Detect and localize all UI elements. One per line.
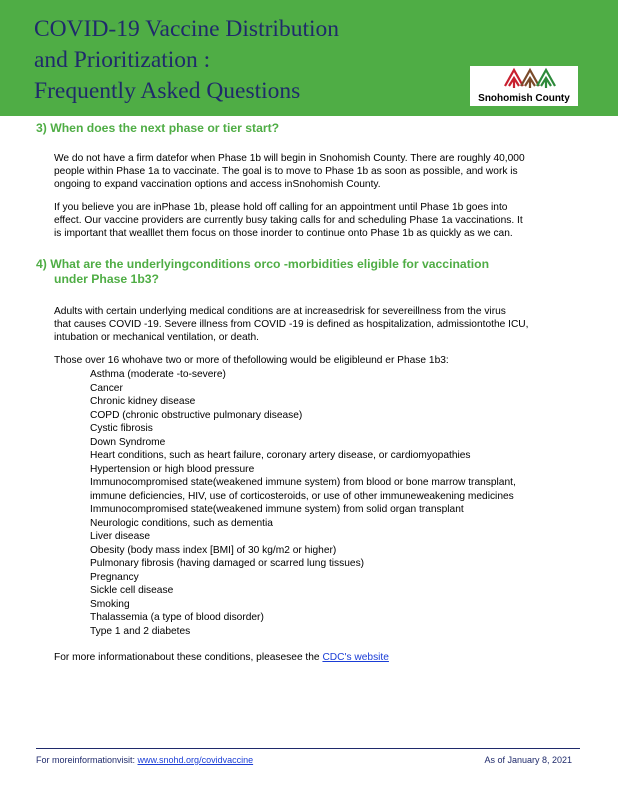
condition-item xyxy=(70,503,516,517)
condition-item xyxy=(70,584,516,598)
logo-text: Snohomish County xyxy=(478,93,570,104)
condition-item xyxy=(70,436,516,450)
text-line: is important that wealllet them focus on those inorder to continue onto Phase 1b as quickly as we can. xyxy=(54,228,513,239)
condition-item xyxy=(70,449,516,463)
bullet-icon xyxy=(70,598,90,612)
q4-heading-line-2: under Phase 1b3? xyxy=(54,272,159,286)
footer-divider xyxy=(36,748,580,749)
bullet-icon xyxy=(70,517,90,531)
text-line: intubation or mechanical ventilation, or death. xyxy=(54,332,260,343)
title-line-3: Frequently Asked Questions xyxy=(34,78,301,104)
bullet-icon xyxy=(70,463,90,477)
condition-text: Cystic fibrosis xyxy=(90,423,153,434)
text-line: If you believe you are inPhase 1b, please hold off calling for an appointment until Phase 1b goes into xyxy=(54,202,508,213)
condition-item xyxy=(70,625,516,639)
text-line: people within Phase 1a to vaccinate. The goal is to move to Phase 1b as soon as possible, and work is xyxy=(54,166,518,177)
bullet-icon xyxy=(70,625,90,639)
q3-paragraph-1 xyxy=(54,152,574,191)
condition-text: Pulmonary fibrosis (having damaged or scarred lung tissues) xyxy=(90,558,365,569)
conditions-list xyxy=(70,368,516,638)
condition-text: Pregnancy xyxy=(90,571,139,583)
bullet-icon xyxy=(70,409,90,423)
footer-info xyxy=(36,755,253,765)
condition-item xyxy=(70,557,516,571)
condition-text: Asthma (moderate -to-severe) xyxy=(90,369,226,380)
q4-paragraph-1 xyxy=(54,305,574,344)
condition-item xyxy=(70,598,516,612)
condition-text: Immunocompromised state(weakened immune system) from blood or bone marrow transplant, xyxy=(90,477,516,488)
condition-text: immune deficiencies, HIV, use of corticosteroids, or use of other immuneweakening medicines xyxy=(90,490,514,502)
condition-item xyxy=(70,571,516,585)
bullet-icon xyxy=(70,503,90,517)
text-line: that causes COVID -19. Severe illness from COVID -19 is defined as hospitalization, admissiontothe ICU, xyxy=(54,319,529,330)
q4-heading-line-1: 4) What are the underlyingconditions orco -morbidities eligible for vaccination xyxy=(36,257,490,271)
bullet-icon xyxy=(70,611,90,625)
condition-text: Cancer xyxy=(90,382,123,394)
bullet-icon xyxy=(70,436,90,450)
more-info-text: For more informationabout these conditions, pleasesee the xyxy=(54,652,323,663)
condition-text: Chronic kidney disease xyxy=(90,396,196,407)
condition-text: Smoking xyxy=(90,598,130,610)
title-line-1: COVID-19 Vaccine Distribution xyxy=(34,16,340,42)
condition-text: Immunocompromised state(weakened immune system) from solid organ transplant xyxy=(90,504,464,515)
condition-text: Type 1 and 2 diabetes xyxy=(90,625,191,637)
title-line-2: and Prioritization : xyxy=(34,47,211,73)
bullet-icon xyxy=(70,449,90,463)
header-banner xyxy=(0,0,618,116)
condition-item xyxy=(70,530,516,544)
more-info-line xyxy=(54,652,389,663)
question-3-heading: 3) When does the next phase or tier start? xyxy=(36,121,280,135)
condition-text: Neurologic conditions, such as dementia xyxy=(90,517,273,529)
footer-text: For moreinformationvisit: xyxy=(36,755,138,765)
footer-date: As of January 8, 2021 xyxy=(484,755,572,765)
snohd-website-link[interactable]: www.snohd.org/covidvaccine xyxy=(137,755,254,765)
condition-text: Thalassemia (a type of blood disorder) xyxy=(90,612,264,623)
condition-text: Hypertension or high blood pressure xyxy=(90,463,255,475)
bullet-icon xyxy=(70,422,90,436)
condition-text: Obesity (body mass index [BMI] of 30 kg/m2 or higher) xyxy=(90,544,337,556)
question-4-heading xyxy=(36,257,489,287)
q3-paragraph-2 xyxy=(54,201,574,240)
bullet-icon xyxy=(70,490,90,504)
text-line: ongoing to expand vaccination options and access inSnohomish County. xyxy=(54,179,381,190)
bullet-icon xyxy=(70,368,90,382)
condition-text: Liver disease xyxy=(90,531,151,542)
condition-text: COPD (chronic obstructive pulmonary disease) xyxy=(90,409,303,421)
bullet-icon xyxy=(70,476,90,490)
bullet-icon xyxy=(70,571,90,585)
condition-item xyxy=(70,476,516,490)
cdc-website-link[interactable]: CDC's website xyxy=(322,652,389,663)
condition-item xyxy=(70,490,516,504)
condition-item xyxy=(70,517,516,531)
condition-item xyxy=(70,611,516,625)
page-title xyxy=(34,14,454,107)
text-line: Adults with certain underlying medical conditions are at increasedrisk for severeillness from the virus xyxy=(54,306,506,317)
condition-item xyxy=(70,382,516,396)
condition-item xyxy=(70,422,516,436)
condition-text: Heart conditions, such as heart failure, coronary artery disease, or cardiomyopathies xyxy=(90,450,471,461)
condition-item xyxy=(70,463,516,477)
bullet-icon xyxy=(70,395,90,409)
bullet-icon xyxy=(70,544,90,558)
condition-item xyxy=(70,544,516,558)
snohomish-county-logo xyxy=(470,66,578,106)
condition-item xyxy=(70,395,516,409)
text-line: We do not have a firm datefor when Phase 1b will begin in Snohomish County. There are roughly 40,000 xyxy=(54,153,525,164)
bullet-icon xyxy=(70,382,90,396)
bullet-icon xyxy=(70,584,90,598)
text-line: effect. Our vaccine providers are currently busy taking calls for and scheduling Phase 1a vaccinations. It xyxy=(54,215,523,226)
bullet-icon xyxy=(70,557,90,571)
condition-item xyxy=(70,409,516,423)
condition-item xyxy=(70,368,516,382)
bullet-icon xyxy=(70,530,90,544)
condition-text: Down Syndrome xyxy=(90,436,166,448)
condition-text: Sickle cell disease xyxy=(90,585,174,596)
conditions-intro: Those over 16 whohave two or more of thefollowing would be eligibleund er Phase 1b3: xyxy=(54,355,449,366)
